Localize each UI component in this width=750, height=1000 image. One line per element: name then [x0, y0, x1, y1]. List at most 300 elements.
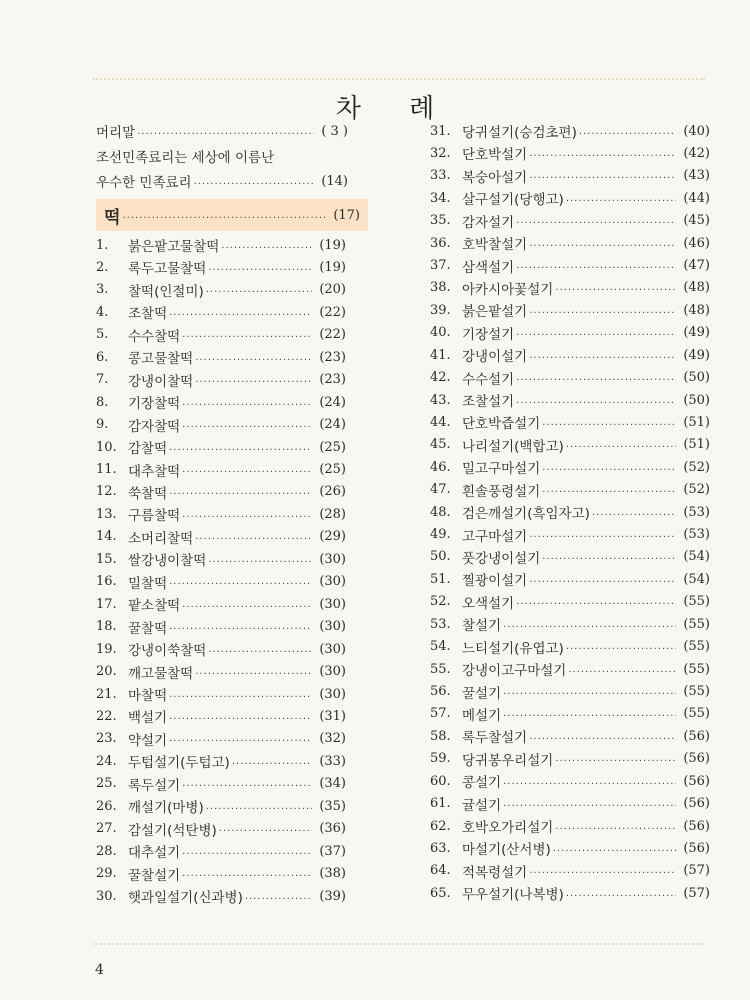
toc-entry-number: 59. — [430, 751, 451, 767]
toc-entry[interactable] — [96, 279, 346, 301]
toc-entry-title: 단호박설기 — [462, 147, 528, 164]
leader-dots — [529, 865, 676, 876]
toc-entry[interactable] — [96, 256, 346, 278]
toc-entry[interactable] — [96, 773, 346, 795]
leader-dots — [542, 484, 676, 495]
toc-entry[interactable] — [96, 728, 346, 750]
toc-entry-title: 소머리찰떡 — [128, 530, 194, 547]
leader-dots — [503, 776, 676, 787]
toc-entry-page: (52) — [683, 459, 710, 475]
toc-entry-title: 콩고물찰떡 — [128, 351, 194, 368]
toc-entry-page: (49) — [683, 347, 710, 363]
toc-entry-page: (43) — [683, 168, 710, 184]
toc-entry-page: (45) — [683, 213, 710, 229]
toc-entry[interactable] — [96, 459, 346, 481]
toc-entry-title: 붉은팥고물찰떡 — [128, 239, 220, 255]
toc-entry-page: (20) — [319, 282, 346, 298]
toc-entry-title: 붉은팥설기 — [462, 304, 528, 321]
toc-entry-number: 1. — [96, 237, 109, 253]
toc-entry[interactable] — [96, 391, 346, 413]
toc-entry-page: (38) — [319, 866, 346, 882]
leader-dots — [503, 619, 676, 630]
toc-entry[interactable] — [430, 456, 710, 478]
leader-dots — [169, 711, 312, 722]
toc-entry[interactable] — [430, 837, 710, 859]
toc-entry[interactable] — [96, 818, 346, 840]
toc-entry[interactable] — [96, 840, 346, 862]
toc-intro-entry[interactable] — [96, 145, 348, 167]
toc-entry-number: 42. — [430, 370, 451, 386]
section-title: 떡 — [104, 207, 121, 228]
toc-entry[interactable] — [430, 591, 710, 613]
toc-entry[interactable] — [430, 681, 710, 703]
toc-entry-page: (36) — [319, 821, 346, 837]
toc-entry-title: 쌀강냉이찰떡 — [128, 553, 207, 570]
toc-entry[interactable] — [96, 414, 346, 436]
toc-entry-number: 53. — [430, 616, 451, 632]
toc-entry[interactable] — [96, 548, 346, 570]
toc-entry-title: 대추찰떡 — [128, 463, 181, 480]
toc-entry-number: 37. — [430, 258, 451, 274]
toc-entry-page: (22) — [319, 304, 346, 320]
leader-dots — [516, 215, 676, 226]
toc-entry[interactable] — [430, 546, 710, 568]
toc-entry[interactable] — [96, 481, 346, 503]
toc-entry-title: 밀찰떡 — [128, 575, 168, 592]
toc-entry-title: 강냉이설기 — [462, 349, 528, 366]
toc-entry[interactable] — [430, 411, 710, 433]
leader-dots — [503, 686, 676, 697]
toc-entry[interactable] — [430, 748, 710, 770]
toc-entry-number: 11. — [96, 462, 117, 477]
toc-entry-number: 17. — [96, 596, 117, 612]
leader-dots — [516, 372, 676, 383]
leader-dots — [516, 260, 676, 271]
leader-dots — [529, 350, 676, 361]
toc-intro-entry[interactable] — [96, 120, 348, 142]
toc-entry-page: (30) — [319, 686, 346, 702]
toc-entry[interactable] — [96, 795, 346, 817]
toc-entry-title: 살구설기(당행고) — [462, 192, 564, 209]
toc-entry-page: (23) — [319, 349, 346, 365]
toc-entry-page: (19) — [319, 259, 346, 275]
bottom-divider — [93, 943, 705, 945]
toc-entry-number: 18. — [96, 619, 117, 635]
toc-entry-title: 구름찰떡 — [128, 508, 181, 525]
leader-dots — [169, 621, 312, 632]
toc-entry-title: 마찰떡 — [128, 688, 168, 704]
toc-entry-page: (56) — [683, 751, 710, 767]
toc-entry-number: 15. — [96, 551, 117, 567]
toc-entry-number: 61. — [430, 796, 451, 812]
toc-entry[interactable] — [430, 434, 710, 456]
toc-entry-number: 7. — [96, 372, 109, 388]
leader-dots — [542, 551, 676, 562]
toc-entry-number: 20. — [96, 664, 117, 680]
toc-entry[interactable] — [430, 501, 710, 523]
toc-entry-number: 60. — [430, 773, 451, 789]
toc-entry[interactable] — [430, 860, 710, 882]
leader-dots — [195, 531, 312, 542]
toc-entry-title: 기장설기 — [462, 326, 515, 343]
toc-entry-page: (49) — [683, 325, 710, 341]
toc-entry-page: (28) — [319, 506, 346, 522]
section-page: (17) — [333, 207, 360, 223]
toc-entry[interactable] — [96, 638, 346, 660]
toc-entry-number: 63. — [430, 840, 451, 856]
leader-dots — [182, 329, 312, 340]
toc-entry-title: 찰설기 — [462, 618, 502, 635]
toc-entry-title: 복숭아설기 — [462, 169, 528, 186]
toc-entry-number: 62. — [430, 818, 451, 834]
toc-entry[interactable] — [96, 234, 346, 256]
toc-entry[interactable] — [96, 571, 346, 593]
leader-dots — [169, 486, 312, 497]
leader-dots — [208, 262, 312, 273]
toc-entry-number: 40. — [430, 325, 451, 341]
toc-entry-number: 55. — [430, 661, 451, 677]
page-title: 차 례 — [335, 94, 455, 124]
toc-entry[interactable] — [430, 770, 710, 792]
toc-entry-title: 록두찰설기 — [462, 730, 528, 747]
toc-entry[interactable] — [96, 346, 346, 368]
toc-entry-page: (40) — [683, 123, 710, 139]
toc-entry-number: 24. — [96, 753, 117, 769]
leader-dots — [221, 240, 312, 251]
toc-entry[interactable] — [430, 299, 710, 321]
toc-entry-page: (51) — [683, 437, 710, 453]
toc-entry-page: (30) — [319, 551, 346, 567]
toc-entry-title: 감설기(석탄병) — [128, 822, 217, 839]
leader-dots — [195, 666, 312, 677]
toc-entry[interactable] — [430, 322, 710, 344]
toc-entry-number: 26. — [96, 798, 117, 814]
toc-entry-page: (23) — [319, 372, 346, 388]
toc-entry-number: 48. — [430, 504, 451, 520]
toc-entry-number: 22. — [96, 708, 117, 724]
toc-entry-page: (55) — [683, 594, 710, 610]
leader-dots — [516, 596, 676, 607]
toc-entry[interactable] — [430, 882, 710, 904]
toc-entry[interactable] — [430, 658, 710, 680]
section-heading-tteok[interactable] — [96, 199, 368, 231]
toc-entry-page: (26) — [319, 484, 346, 500]
toc-entry-page: (53) — [683, 504, 710, 520]
toc-entry-number: 57. — [430, 706, 451, 722]
leader-dots — [137, 126, 314, 137]
toc-entry[interactable] — [430, 725, 710, 747]
leader-dots — [182, 419, 312, 430]
toc-entry-page: (57) — [683, 863, 710, 879]
toc-entry[interactable] — [430, 389, 710, 411]
toc-entry-number: 12. — [96, 484, 117, 500]
leader-dots — [194, 176, 314, 187]
toc-entry-title: 무우설기(나복병) — [462, 887, 564, 904]
toc-entry[interactable] — [430, 255, 710, 277]
toc-entry-page: (57) — [683, 885, 710, 901]
toc-entry-title: 오색설기 — [462, 595, 515, 612]
toc-entry-page: (30) — [319, 641, 346, 657]
toc-entry-number: 27. — [96, 821, 117, 837]
toc-entry-number: 45. — [430, 437, 451, 453]
toc-entry-page: (46) — [683, 235, 710, 251]
toc-entry[interactable] — [430, 793, 710, 815]
toc-entry-number: 28. — [96, 843, 117, 859]
leader-dots — [182, 599, 312, 610]
toc-entry[interactable] — [96, 705, 346, 727]
toc-entry-page: (56) — [683, 773, 710, 789]
toc-entry[interactable] — [430, 479, 710, 501]
leader-dots — [542, 462, 676, 473]
toc-entry-title: 삼색설기 — [462, 259, 515, 276]
toc-entry-number: 43. — [430, 392, 451, 408]
toc-entry-page: (56) — [683, 818, 710, 834]
toc-entry[interactable] — [430, 613, 710, 635]
toc-entry-page: (56) — [683, 840, 710, 856]
toc-entry-title: 꿀찰설기 — [128, 867, 181, 884]
toc-entry-title: 꿀설기 — [462, 685, 502, 702]
toc-entry-page: (50) — [683, 392, 710, 408]
toc-entry-number: 10. — [96, 439, 117, 455]
toc-entry-page: (39) — [319, 888, 346, 904]
toc-entry[interactable] — [430, 232, 710, 254]
toc-entry-page: (56) — [683, 796, 710, 812]
toc-entry-title: 나리설기(백합고) — [462, 438, 564, 455]
toc-entry-title: 우수한 민족료리 — [96, 175, 192, 191]
toc-entry[interactable] — [430, 367, 710, 389]
toc-entry-page: (51) — [683, 414, 710, 430]
toc-entry[interactable] — [96, 750, 346, 772]
toc-entry-number: 6. — [96, 349, 109, 365]
leader-dots — [555, 821, 676, 832]
leader-dots — [503, 708, 676, 719]
toc-entry-title: 당귀봉우리설기 — [462, 752, 554, 769]
toc-intro-entry[interactable] — [96, 170, 348, 192]
leader-dots — [208, 554, 312, 565]
toc-entry-title: 수수설기 — [462, 371, 515, 388]
toc-entry-title: 호박오가리설기 — [462, 820, 554, 837]
toc-entry-number: 21. — [96, 686, 117, 702]
toc-entry-title: 햇과일설기(신과병) — [128, 890, 243, 907]
toc-entry-page: (33) — [319, 753, 346, 769]
toc-entry[interactable] — [96, 301, 346, 323]
toc-entry-page: (31) — [319, 708, 346, 724]
toc-entry[interactable] — [430, 120, 710, 142]
toc-entry-number: 34. — [430, 190, 451, 206]
leader-dots — [555, 282, 676, 293]
toc-entry-title: 아카시아꽃설기 — [462, 281, 554, 298]
toc-entry-title: 머리말 — [96, 125, 136, 141]
leader-dots — [529, 731, 676, 742]
toc-entry-number: 31. — [430, 123, 451, 139]
toc-entry-page: (24) — [319, 394, 346, 410]
toc-entry-number: 65. — [430, 885, 451, 901]
leader-dots — [182, 509, 312, 520]
toc-entry[interactable] — [96, 616, 346, 638]
leader-dots — [232, 756, 312, 767]
toc-entry-number: 5. — [96, 327, 109, 343]
toc-entry[interactable] — [96, 863, 346, 885]
toc-entry-title: 강냉이고구마설기 — [462, 663, 567, 680]
toc-entry[interactable] — [430, 815, 710, 837]
toc-entry-title: 감찰떡 — [128, 441, 168, 458]
toc-entry-title: 감자찰떡 — [128, 418, 181, 435]
leader-dots — [555, 753, 676, 764]
toc-entry-page: (54) — [683, 571, 710, 587]
leader-dots — [182, 464, 312, 475]
toc-entry-number: 46. — [430, 459, 451, 475]
toc-entry[interactable] — [96, 885, 346, 907]
toc-entry-title: 조선민족료리는 세상에 이름난 — [96, 150, 275, 166]
leader-dots — [206, 284, 312, 295]
leader-dots — [182, 397, 312, 408]
leader-dots — [529, 170, 676, 181]
toc-entry[interactable] — [96, 436, 346, 458]
toc-entry[interactable] — [96, 369, 346, 391]
toc-entry-number: 32. — [430, 145, 451, 161]
toc-entry[interactable] — [430, 187, 710, 209]
toc-entry-page: (44) — [683, 190, 710, 206]
toc-entry-page: (30) — [319, 574, 346, 590]
toc-entry-title: 흰솔풍령설기 — [462, 483, 541, 500]
toc-entry[interactable] — [430, 524, 710, 546]
toc-entry-number: 13. — [96, 506, 117, 522]
toc-entry-number: 52. — [430, 594, 451, 610]
leader-dots — [529, 148, 676, 159]
leader-dots — [568, 664, 676, 675]
leader-dots — [566, 641, 676, 652]
toc-entry[interactable] — [430, 142, 710, 164]
leader-dots — [529, 529, 676, 540]
toc-entry[interactable] — [96, 683, 346, 705]
toc-entry-page: (53) — [683, 527, 710, 543]
toc-entry-number: 9. — [96, 417, 109, 433]
toc-entry-page: (52) — [683, 482, 710, 498]
toc-entry[interactable] — [430, 703, 710, 725]
toc-entry-title: 강냉이쑥찰떡 — [128, 643, 207, 660]
toc-entry-number: 64. — [430, 863, 451, 879]
toc-entry[interactable] — [430, 636, 710, 658]
toc-entry-number: 36. — [430, 235, 451, 251]
leader-dots — [169, 442, 312, 453]
toc-entry-title: 마설기(산서병) — [462, 842, 551, 859]
leader-dots — [529, 574, 676, 585]
toc-entry-number: 49. — [430, 527, 451, 543]
toc-entry-number: 14. — [96, 529, 117, 545]
toc-entry-page: (29) — [319, 529, 346, 545]
toc-entry[interactable] — [96, 526, 346, 548]
toc-entry-page: (34) — [319, 776, 346, 792]
toc-entry-number: 39. — [430, 302, 451, 318]
toc-entry-page: (55) — [683, 616, 710, 632]
toc-entry-number: 44. — [430, 414, 451, 430]
toc-entry[interactable] — [96, 661, 346, 683]
toc-entry-page: (47) — [683, 258, 710, 274]
toc-entry[interactable] — [96, 324, 346, 346]
leader-dots — [529, 238, 676, 249]
toc-entry-number: 19. — [96, 641, 117, 657]
leader-dots — [566, 439, 676, 450]
toc-entry-page: (48) — [683, 280, 710, 296]
toc-entry-title: 수수찰떡 — [128, 328, 181, 345]
toc-entry-title: 꿀찰떡 — [128, 620, 168, 637]
toc-entry-page: (48) — [683, 302, 710, 318]
toc-entry-title: 찰떡(인절미) — [128, 283, 204, 300]
toc-entry-number: 30. — [96, 888, 117, 904]
toc-entry-page: (30) — [319, 619, 346, 635]
toc-entry-title: 깨고물찰떡 — [128, 665, 194, 682]
top-divider — [93, 78, 705, 80]
toc-entry[interactable] — [430, 165, 710, 187]
toc-entry-number: 47. — [430, 482, 451, 498]
toc-entry-title: 단호박즙설기 — [462, 416, 541, 433]
leader-dots — [182, 846, 312, 857]
toc-entry-page: (19) — [319, 237, 346, 253]
toc-entry-title: 깨설기(마병) — [128, 800, 204, 817]
toc-entry-title: 밀고구마설기 — [462, 461, 541, 478]
toc-entry-page: (35) — [319, 798, 346, 814]
toc-entry-number: 3. — [96, 282, 109, 298]
toc-entry-number: 35. — [430, 213, 451, 229]
toc-entry-page: (55) — [683, 661, 710, 677]
toc-entry-number: 2. — [96, 259, 109, 275]
toc-entry-title: 감자설기 — [462, 214, 515, 231]
toc-entry-title: 귤설기 — [462, 797, 502, 814]
toc-entry-title: 강냉이찰떡 — [128, 373, 194, 390]
toc-entry-number: 29. — [96, 866, 117, 882]
leader-dots — [516, 327, 676, 338]
leader-dots — [566, 888, 676, 899]
toc-entry-page: (25) — [319, 439, 346, 455]
toc-entry[interactable] — [96, 503, 346, 525]
toc-entry[interactable] — [96, 593, 346, 615]
leader-dots — [592, 507, 676, 518]
page-number: 4 — [95, 962, 104, 978]
toc-entry-page: (56) — [683, 728, 710, 744]
leader-dots — [182, 778, 312, 789]
leader-dots — [579, 126, 676, 137]
toc-entry-number: 54. — [430, 639, 451, 655]
leader-dots — [169, 733, 312, 744]
toc-entry-page: (24) — [319, 417, 346, 433]
toc-entry-title: 록두고물찰떡 — [128, 261, 207, 278]
toc-entry-title: 약설기 — [128, 732, 168, 749]
toc-entry[interactable] — [430, 568, 710, 590]
toc-entry-number: 51. — [430, 571, 451, 587]
toc-entry-title: 검은깨설기(흑임자고) — [462, 506, 590, 523]
leader-dots — [503, 798, 676, 809]
toc-entry[interactable] — [430, 344, 710, 366]
toc-entry-page: (55) — [683, 706, 710, 722]
leader-dots — [516, 395, 676, 406]
leader-dots — [553, 843, 676, 854]
toc-entry-title: 대추설기 — [128, 845, 181, 862]
toc-entry-page: ( 3 ) — [321, 123, 348, 139]
leader-dots — [219, 823, 312, 834]
leader-dots — [542, 417, 676, 428]
leader-dots — [206, 801, 312, 812]
toc-entry-page: (37) — [319, 843, 346, 859]
toc-entry[interactable] — [430, 210, 710, 232]
toc-entry[interactable] — [430, 277, 710, 299]
toc-entry-title: 풋강냉이설기 — [462, 550, 541, 567]
toc-entry-number: 16. — [96, 574, 117, 590]
leader-dots — [169, 307, 312, 318]
toc-entry-title: 콩설기 — [462, 775, 502, 792]
leader-dots — [566, 193, 676, 204]
toc-entry-title: 조찰설기 — [462, 394, 515, 411]
leader-dots — [245, 891, 312, 902]
